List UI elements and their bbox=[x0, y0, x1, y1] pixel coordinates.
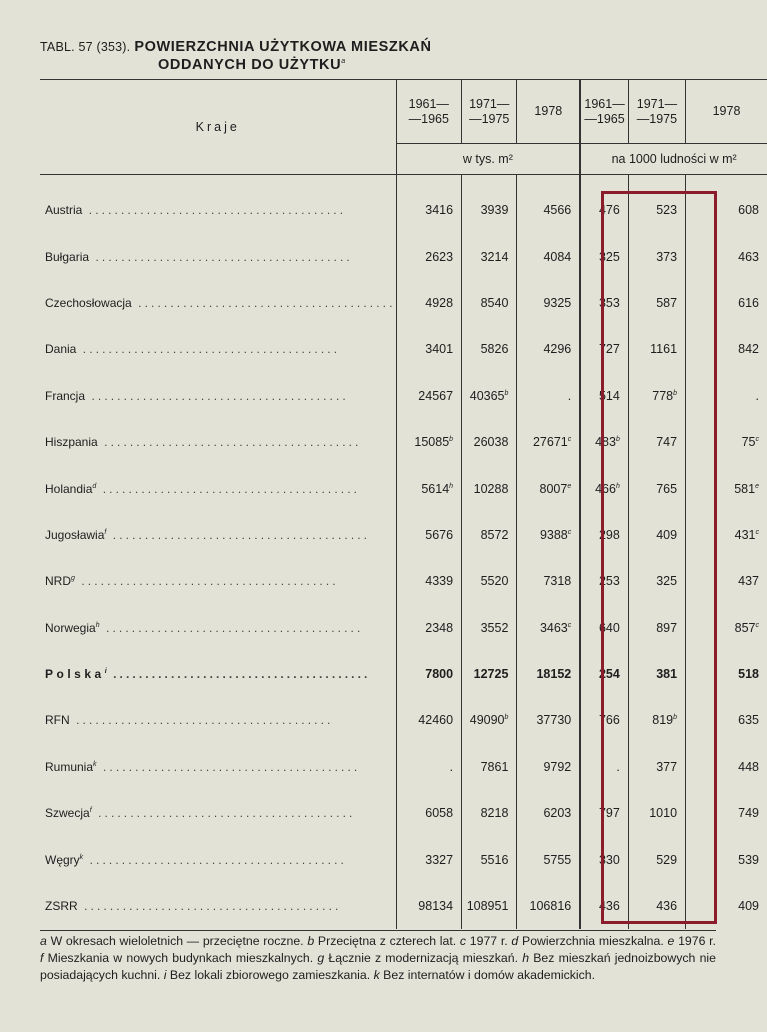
country-cell bbox=[40, 233, 396, 279]
value-cell bbox=[517, 187, 580, 233]
country-name: Polska bbox=[45, 667, 105, 682]
title-footnote-mark: a bbox=[341, 58, 346, 66]
leader-dots: ........................................ bbox=[131, 295, 396, 310]
cell-value: 797 bbox=[598, 806, 620, 821]
cell-footnote-mark: b bbox=[449, 435, 454, 443]
cell-value: 539 bbox=[738, 852, 759, 867]
footnote-mark: i bbox=[163, 968, 167, 982]
cell-value: 765 bbox=[656, 481, 678, 496]
country-footnote-mark: f bbox=[104, 528, 107, 536]
cell-value: 448 bbox=[738, 759, 759, 774]
cell-value: 819 bbox=[652, 713, 674, 728]
column-header-kraje: Kraje bbox=[40, 80, 396, 175]
cell-value: 749 bbox=[738, 806, 759, 821]
footnote-text: Przeciętna z czterech lat. bbox=[314, 934, 460, 948]
value-cell bbox=[462, 233, 517, 279]
cell-value: 3401 bbox=[425, 342, 454, 357]
cell-footnote-mark: h bbox=[615, 482, 620, 490]
footnote-mark: f bbox=[40, 951, 44, 965]
cell-footnote-mark: c bbox=[567, 621, 572, 629]
cell-value: 608 bbox=[738, 203, 759, 218]
leader-dots: ........................................ bbox=[106, 527, 371, 542]
value-cell bbox=[462, 651, 517, 697]
value-cell bbox=[396, 790, 462, 836]
column-header-year bbox=[462, 80, 517, 144]
table-number: TABL. 57 (353). bbox=[40, 40, 131, 54]
cell-value: 24567 bbox=[418, 388, 454, 403]
cell-value: 2623 bbox=[425, 249, 454, 264]
cell-value: 3416 bbox=[425, 203, 454, 218]
value-cell bbox=[517, 233, 580, 279]
cell-value: . bbox=[567, 388, 572, 403]
country-cell bbox=[40, 558, 396, 604]
cell-value: 108951 bbox=[466, 899, 509, 914]
table-title bbox=[40, 38, 432, 74]
leader-dots: ........................................ bbox=[96, 481, 361, 496]
title-line-2 bbox=[40, 56, 432, 74]
cell-footnote-mark: b bbox=[504, 389, 509, 397]
cell-value: 523 bbox=[656, 203, 678, 218]
country-name: Holandia bbox=[45, 481, 93, 496]
footnote-mark: d bbox=[511, 934, 519, 948]
cell-value: 37730 bbox=[536, 713, 572, 728]
year-label: 1978 bbox=[534, 104, 563, 118]
country-name: NRD bbox=[45, 574, 71, 589]
cell-value: 483 bbox=[595, 435, 616, 450]
cell-value: . bbox=[755, 388, 759, 403]
country-name: Hiszpania bbox=[45, 435, 98, 450]
cell-value: 75 bbox=[741, 435, 756, 450]
footnote-mark: c bbox=[459, 934, 467, 948]
value-cell bbox=[517, 605, 580, 651]
cell-value: 254 bbox=[598, 667, 620, 682]
cell-value: 4566 bbox=[543, 203, 572, 218]
cell-footnote-mark: h bbox=[449, 482, 454, 490]
cell-value: 325 bbox=[656, 574, 678, 589]
value-cell bbox=[396, 187, 462, 233]
country-name: ZSRR bbox=[45, 899, 78, 914]
country-name: RFN bbox=[45, 713, 70, 728]
leader-dots: ........................................ bbox=[76, 342, 341, 357]
cell-value: 587 bbox=[656, 295, 678, 310]
cell-value: 42460 bbox=[418, 713, 454, 728]
leader-dots: ........................................ bbox=[99, 620, 364, 635]
footnote bbox=[164, 968, 374, 982]
cell-value: 3939 bbox=[480, 203, 509, 218]
value-cell bbox=[396, 697, 462, 743]
value-cell bbox=[462, 280, 517, 326]
value-cell bbox=[517, 836, 580, 882]
cell-value: 3214 bbox=[480, 249, 509, 264]
leader-dots: ........................................ bbox=[91, 806, 356, 821]
cell-value: 8007 bbox=[539, 481, 568, 496]
value-cell bbox=[517, 465, 580, 511]
cell-value: 514 bbox=[598, 388, 620, 403]
cell-value: 466 bbox=[595, 481, 616, 496]
footnote-text: Powierzchnia mieszkalna. bbox=[518, 934, 668, 948]
cell-value: 7318 bbox=[543, 574, 572, 589]
cell-value: 8540 bbox=[480, 295, 509, 310]
leader-dots: ........................................ bbox=[74, 574, 339, 589]
cell-value: 5826 bbox=[480, 342, 509, 357]
cell-value: 7861 bbox=[480, 759, 509, 774]
cell-value: 727 bbox=[598, 342, 620, 357]
cell-footnote-mark: c bbox=[567, 435, 572, 443]
value-cell bbox=[396, 373, 462, 419]
cell-value: 5614 bbox=[421, 481, 450, 496]
country-name: Szwecja bbox=[45, 806, 90, 821]
footnote-text: Bez mieszkań jednoizbowych nie posiadających kuchni. bbox=[40, 951, 716, 982]
cell-value: 4296 bbox=[543, 342, 572, 357]
footnote-text: Bez lokali zbiorowego zamieszkania. bbox=[166, 968, 374, 982]
title-line-2-text: ODDANYCH DO UŻYTKU bbox=[158, 57, 342, 73]
cell-value: 431 bbox=[734, 527, 756, 542]
year-label: 1971— —1975 bbox=[469, 96, 510, 126]
value-cell bbox=[517, 326, 580, 372]
cell-value: 4084 bbox=[543, 249, 572, 264]
leader-dots: ........................................ bbox=[83, 852, 347, 867]
value-cell bbox=[462, 558, 517, 604]
cell-value: 253 bbox=[598, 574, 620, 589]
country-footnote-mark: i bbox=[104, 667, 107, 675]
cell-footnote-mark: b bbox=[673, 389, 678, 397]
cell-value: 325 bbox=[598, 249, 620, 264]
country-cell bbox=[40, 744, 396, 790]
footnote bbox=[511, 934, 667, 948]
value-cell bbox=[396, 605, 462, 651]
cell-footnote-mark: e bbox=[755, 482, 759, 490]
cell-value: 353 bbox=[598, 295, 620, 310]
country-name: Bułgaria bbox=[45, 249, 90, 264]
column-header-year bbox=[396, 80, 462, 144]
cell-value: 298 bbox=[598, 527, 620, 542]
footnote bbox=[668, 934, 716, 948]
value-cell bbox=[462, 790, 517, 836]
value-cell bbox=[462, 419, 517, 465]
cell-value: 463 bbox=[738, 249, 759, 264]
country-cell bbox=[40, 465, 396, 511]
column-header-year bbox=[686, 80, 767, 144]
value-cell bbox=[396, 836, 462, 882]
value-cell bbox=[396, 883, 462, 929]
value-cell bbox=[517, 651, 580, 697]
value-cell bbox=[396, 280, 462, 326]
cell-value: 6203 bbox=[543, 806, 572, 821]
cell-value: 5755 bbox=[543, 852, 572, 867]
cell-value: 27671 bbox=[532, 435, 568, 450]
cell-value: 2348 bbox=[425, 620, 454, 635]
cell-value: 857 bbox=[734, 620, 756, 635]
cell-value: 106816 bbox=[529, 899, 572, 914]
value-cell bbox=[462, 605, 517, 651]
cell-value: 1161 bbox=[650, 342, 678, 357]
column-header-year bbox=[628, 80, 685, 144]
footnote-text: 1977 r. bbox=[466, 934, 512, 948]
cell-footnote-mark: c bbox=[755, 528, 759, 536]
footnote bbox=[40, 934, 307, 948]
value-cell bbox=[462, 465, 517, 511]
cell-footnote-mark: b bbox=[673, 714, 678, 722]
cell-value: 8218 bbox=[480, 806, 509, 821]
cell-value: 330 bbox=[598, 852, 620, 867]
footnote bbox=[374, 968, 595, 982]
value-cell bbox=[396, 744, 462, 790]
value-cell bbox=[462, 836, 517, 882]
value-cell bbox=[396, 419, 462, 465]
value-cell bbox=[396, 651, 462, 697]
value-cell bbox=[517, 558, 580, 604]
value-cell bbox=[517, 790, 580, 836]
highlight-box bbox=[598, 191, 717, 924]
cell-footnote-mark: b bbox=[504, 714, 509, 722]
cell-value: 766 bbox=[598, 713, 620, 728]
cell-value: 12725 bbox=[473, 667, 509, 682]
footnote-text: 1976 r. bbox=[674, 934, 716, 948]
cell-value: 842 bbox=[738, 342, 759, 357]
value-cell bbox=[517, 512, 580, 558]
country-footnote-mark: h bbox=[95, 621, 100, 629]
footnote bbox=[317, 951, 522, 965]
cell-value: 436 bbox=[598, 899, 620, 914]
cell-value: 3463 bbox=[539, 620, 568, 635]
leader-dots: ........................................ bbox=[85, 388, 349, 403]
cell-value: 897 bbox=[656, 620, 678, 635]
country-footnote-mark: d bbox=[92, 482, 97, 490]
value-cell bbox=[396, 512, 462, 558]
value-cell bbox=[517, 883, 580, 929]
cell-value: 5676 bbox=[425, 527, 454, 542]
footnote bbox=[40, 951, 317, 965]
country-name: Jugosławia bbox=[45, 527, 105, 542]
value-cell bbox=[462, 373, 517, 419]
country-cell bbox=[40, 326, 396, 372]
footnote-mark: k bbox=[373, 968, 380, 982]
cell-value: . bbox=[449, 759, 454, 774]
cell-value: 640 bbox=[598, 620, 620, 635]
cell-value: 377 bbox=[656, 759, 678, 774]
cell-value: 9792 bbox=[543, 759, 572, 774]
cell-value: 26038 bbox=[473, 435, 509, 450]
country-footnote-mark: k bbox=[79, 853, 84, 861]
year-label: 1971— —1975 bbox=[636, 96, 678, 126]
footnote-mark: g bbox=[317, 951, 325, 965]
country-name: Dania bbox=[45, 342, 77, 357]
cell-value: 437 bbox=[738, 574, 759, 589]
cell-value: 4339 bbox=[425, 574, 454, 589]
unit-header-total: w tys. m² bbox=[396, 144, 580, 175]
cell-value: 1010 bbox=[649, 806, 678, 821]
leader-dots: ........................................ bbox=[89, 249, 353, 264]
country-name: Węgry bbox=[45, 852, 80, 867]
footnote-mark: e bbox=[667, 934, 675, 948]
leader-dots: ........................................ bbox=[106, 667, 371, 682]
cell-value: 373 bbox=[656, 249, 678, 264]
footnote-text: Bez internatów i domów akademickich. bbox=[379, 968, 596, 982]
cell-value: 518 bbox=[738, 667, 759, 682]
country-cell bbox=[40, 187, 396, 233]
cell-value: 8572 bbox=[480, 527, 509, 542]
unit-header-per-capita: na 1000 ludności w m² bbox=[580, 144, 767, 175]
cell-value: 3327 bbox=[425, 852, 454, 867]
leader-dots: ........................................ bbox=[97, 435, 362, 450]
cell-footnote-mark: c bbox=[755, 435, 759, 443]
cell-value: . bbox=[616, 759, 620, 774]
cell-value: 581 bbox=[734, 481, 756, 496]
cell-value: 436 bbox=[656, 899, 678, 914]
cell-value: 476 bbox=[598, 203, 620, 218]
footnote bbox=[307, 934, 460, 948]
cell-value: 778 bbox=[652, 388, 674, 403]
leader-dots: ........................................ bbox=[96, 759, 361, 774]
footnote bbox=[460, 934, 512, 948]
value-cell bbox=[462, 697, 517, 743]
year-label: 1978 bbox=[712, 104, 741, 118]
cell-value: 635 bbox=[738, 713, 759, 728]
country-cell bbox=[40, 280, 396, 326]
country-cell bbox=[40, 836, 396, 882]
leader-dots: ........................................ bbox=[77, 899, 342, 914]
country-name: Rumunia bbox=[45, 759, 94, 774]
country-footnote-mark: g bbox=[71, 575, 75, 583]
footnote-mark: b bbox=[307, 934, 315, 948]
value-cell bbox=[396, 326, 462, 372]
footnote-mark: h bbox=[522, 951, 530, 965]
cell-value: 15085 bbox=[414, 435, 450, 450]
cell-value: 381 bbox=[656, 667, 678, 682]
country-cell bbox=[40, 512, 396, 558]
country-name: Austria bbox=[45, 203, 83, 218]
footnote-text: Łącznie z modernizacją mieszkań. bbox=[324, 951, 523, 965]
value-cell bbox=[517, 373, 580, 419]
footnote-text: Mieszkania w nowych budynkach mieszkalnych. bbox=[43, 951, 318, 965]
cell-value: 5516 bbox=[480, 852, 509, 867]
country-cell bbox=[40, 883, 396, 929]
cell-value: 9325 bbox=[543, 295, 572, 310]
cell-value: 409 bbox=[656, 527, 678, 542]
footnote-mark: a bbox=[40, 934, 47, 948]
cell-value: 4928 bbox=[425, 295, 454, 310]
cell-footnote-mark: c bbox=[755, 621, 759, 629]
cell-value: 3552 bbox=[480, 620, 509, 635]
footnotes bbox=[40, 930, 716, 984]
country-cell bbox=[40, 790, 396, 836]
column-header-year bbox=[580, 80, 628, 144]
cell-value: 529 bbox=[656, 852, 678, 867]
cell-value: 10288 bbox=[473, 481, 509, 496]
cell-value: 5520 bbox=[480, 574, 509, 589]
value-cell bbox=[517, 280, 580, 326]
country-cell bbox=[40, 419, 396, 465]
leader-dots: ........................................ bbox=[82, 203, 347, 218]
value-cell bbox=[517, 744, 580, 790]
cell-value: 9388 bbox=[539, 527, 568, 542]
cell-value: 18152 bbox=[536, 667, 572, 682]
country-name: Francja bbox=[45, 388, 86, 403]
column-header-year bbox=[517, 80, 580, 144]
cell-footnote-mark: c bbox=[567, 528, 572, 536]
cell-value: 98134 bbox=[418, 899, 454, 914]
value-cell bbox=[396, 558, 462, 604]
country-name: Czechosłowacja bbox=[45, 295, 132, 310]
cell-value: 747 bbox=[656, 435, 678, 450]
year-label: 1961— —1965 bbox=[584, 96, 625, 126]
cell-value: 6058 bbox=[425, 806, 454, 821]
cell-footnote-mark: b bbox=[615, 435, 620, 443]
title-line-1: POWIERZCHNIA UŻYTKOWA MIESZKAŃ bbox=[134, 39, 432, 55]
cell-value: 7800 bbox=[425, 667, 454, 682]
value-cell bbox=[396, 465, 462, 511]
country-cell bbox=[40, 373, 396, 419]
value-cell bbox=[517, 419, 580, 465]
country-name: Norwegia bbox=[45, 620, 96, 635]
country-footnote-mark: f bbox=[89, 807, 92, 815]
year-label: 1961— —1965 bbox=[408, 96, 449, 126]
value-cell bbox=[517, 697, 580, 743]
cell-value: 409 bbox=[738, 899, 759, 914]
value-cell bbox=[462, 883, 517, 929]
country-cell bbox=[40, 697, 396, 743]
leader-dots: ........................................ bbox=[69, 713, 334, 728]
cell-value: 49090 bbox=[469, 713, 505, 728]
cell-footnote-mark: e bbox=[567, 482, 572, 490]
country-cell bbox=[40, 605, 396, 651]
footnote-text: W okresach wieloletnich — przeciętne roczne. bbox=[46, 934, 308, 948]
cell-value: 40365 bbox=[469, 388, 505, 403]
cell-value: 616 bbox=[738, 295, 759, 310]
value-cell bbox=[462, 744, 517, 790]
country-footnote-mark: k bbox=[93, 760, 97, 768]
value-cell bbox=[462, 512, 517, 558]
value-cell bbox=[462, 326, 517, 372]
country-cell bbox=[40, 651, 396, 697]
value-cell bbox=[396, 233, 462, 279]
value-cell bbox=[462, 187, 517, 233]
